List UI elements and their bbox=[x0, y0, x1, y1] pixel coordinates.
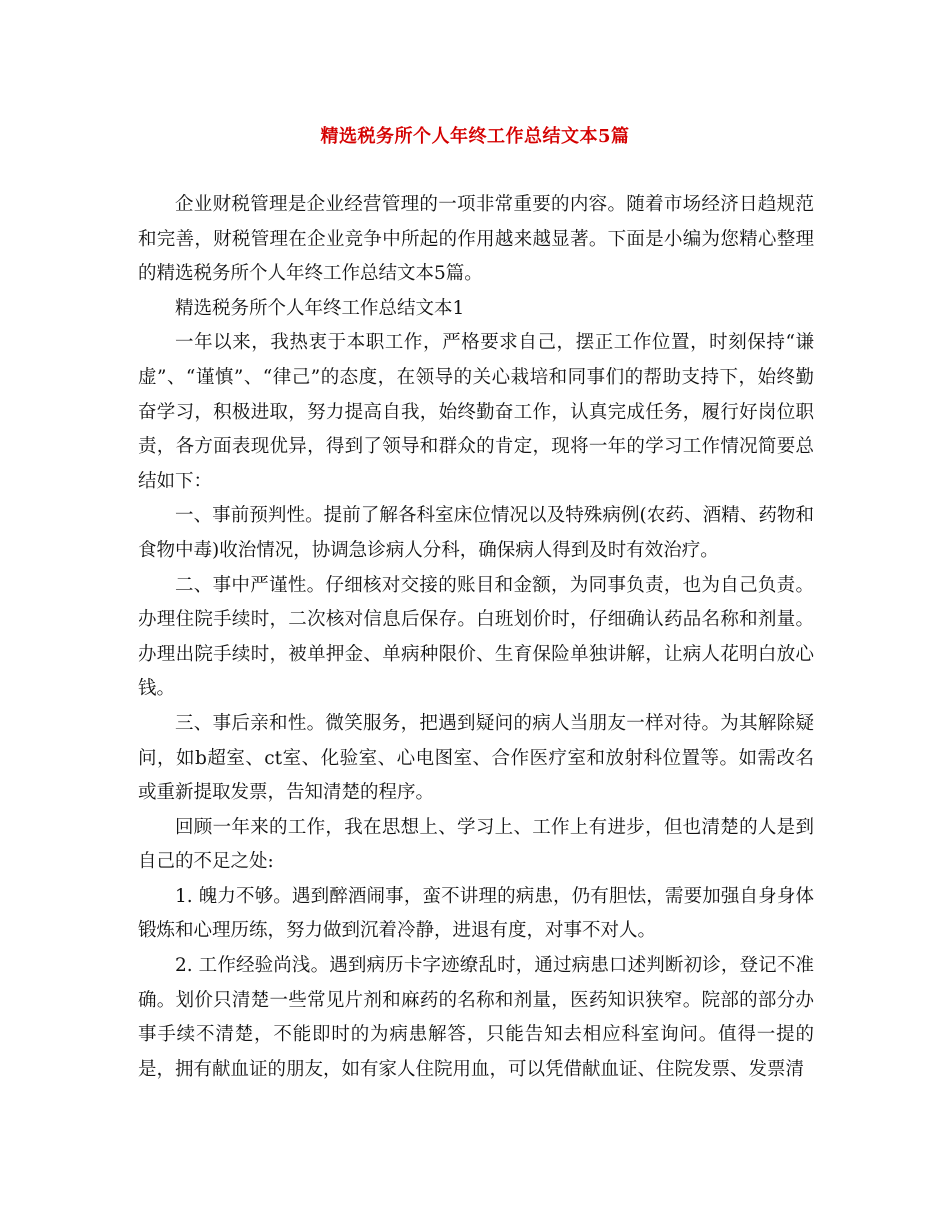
body-paragraph: 一、事前预判性。提前了解各科室床位情况以及特殊病例(农药、酒精、药物和食物中毒)收治情况，协调急诊病人分科，确保病人得到及时有效治疗。 bbox=[138, 505, 814, 561]
list-item: 1. 魄力不够。遇到醉酒闹事，蛮不讲理的病患，仍有胆怯，需要加强自身身体锻炼和心理历练，努力做到沉着冷静，进退有度，对事不对人。 bbox=[138, 885, 814, 942]
body-paragraph: 三、事后亲和性。微笑服务，把遇到疑问的病人当朋友一样对待。为其解除疑问，如b超室、ct室、化验室、心电图室、合作医疗室和放射科位置等。如需改名或重新提取发票，告知清楚的程序。 bbox=[138, 712, 814, 804]
body-paragraph: 一年以来，我热衷于本职工作，严格要求自己，摆正工作位置，时刻保持“谦虚”、“谨慎”、“律己”的态度，在领导的关心栽培和同事们的帮助支持下，始终勤奋学习，积极进取，努力提高自我，始终勤奋工作，认真完成任务，履行好岗位职责，各方面表现优异，得到了领导和群众的肯定，现将一年的学习工作情况简要总结如下： bbox=[138, 332, 814, 492]
document-body bbox=[138, 188, 814, 1087]
body-paragraph: 回顾一年来的工作，我在思想上、学习上、工作上有进步，但也清楚的人是到自己的不足之处: bbox=[138, 816, 814, 873]
section-heading: 精选税务所个人年终工作总结文本1 bbox=[175, 297, 465, 319]
body-paragraph: 二、事中严谨性。仔细核对交接的账目和金额，为同事负责，也为自己负责。办理住院手续时，二次核对信息后保存。白班划价时，仔细确认药品名称和剂量。办理出院手续时，被单押金、单病种限价、生育保险单独讲解，让病人花明白放心钱。 bbox=[138, 574, 814, 700]
intro-paragraph: 企业财税管理是企业经营管理的一项非常重要的内容。随着市场经济日趋规范和完善，财税管理在企业竞争中所起的作用越来越显著。下面是小编为您精心整理的精选税务所个人年终工作总结文本5篇。 bbox=[138, 194, 814, 285]
list-item: 2. 工作经验尚浅。遇到病历卡字迹缭乱时，通过病患口述判断初诊，登记不准确。划价只清楚一些常见片剂和麻药的名称和剂量，医药知识狭窄。院部的部分办事手续不清楚，不能即时的为病患解答，只能告知去相应科室询问。值得一提的是，拥有献血证的朋友，如有家人住院用血，可以凭借献血证、住院发票、发票清 bbox=[138, 955, 814, 1080]
document-title: 精选税务所个人年终工作总结文本5篇 bbox=[320, 126, 630, 147]
